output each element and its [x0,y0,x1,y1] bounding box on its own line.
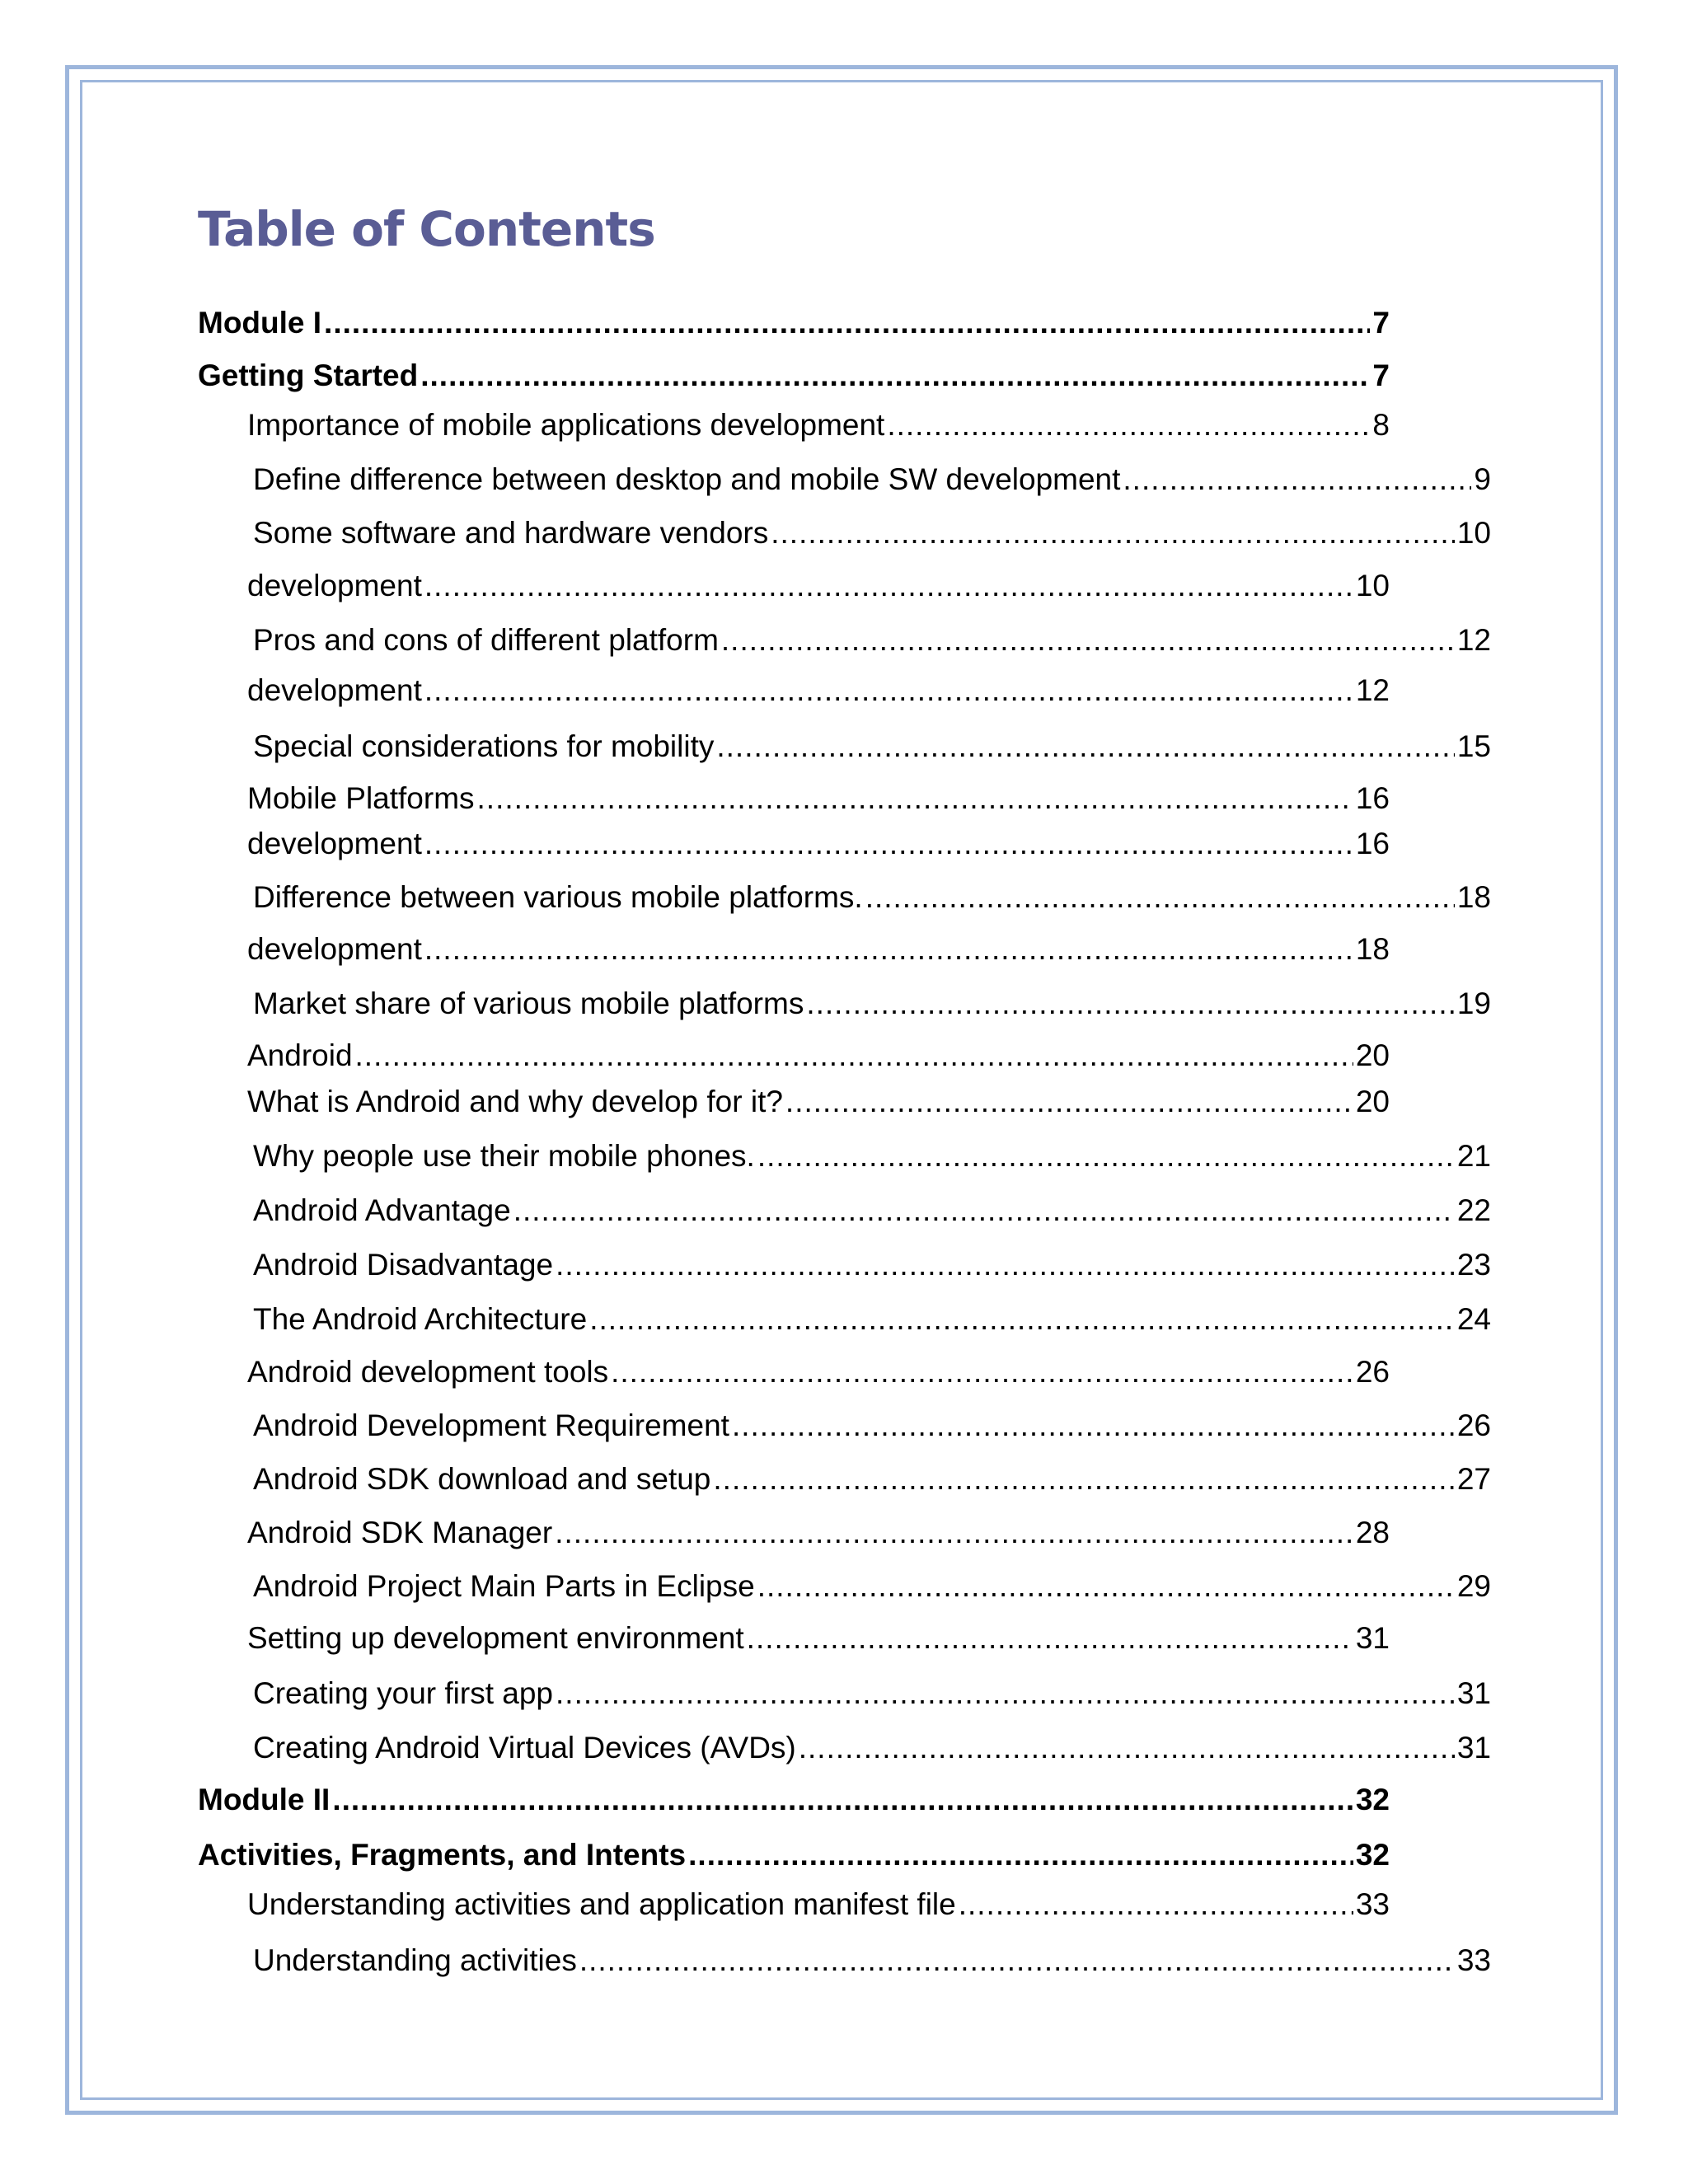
toc-entry-label: Getting Started [198,359,419,392]
toc-entry-label: Pros and cons of different platform [253,623,719,657]
toc-leader [420,360,1370,391]
toc-leader [424,934,1353,964]
toc-leader [424,828,1353,859]
toc-entry-label: What is Android and why develop for it? [247,1085,783,1118]
toc-leader [771,518,1455,548]
toc-entry-label: Android SDK Manager [247,1516,553,1549]
toc-entry-label: development [247,569,422,602]
toc-leader [721,625,1455,655]
toc-entry[interactable] [253,882,1491,912]
toc-page-number: 26 [1355,1355,1390,1389]
toc-page-number: 33 [1355,1887,1390,1921]
toc-page-number: 28 [1355,1516,1390,1549]
toc-entry-label: Market share of various mobile platforms [253,987,804,1020]
toc-entry[interactable] [247,1357,1390,1387]
toc-entry[interactable] [247,410,1390,440]
toc-entry[interactable] [253,518,1491,548]
toc-page-number: 22 [1456,1193,1491,1227]
toc-leader [887,410,1370,440]
toc-entry[interactable] [253,464,1491,494]
toc-leader [611,1357,1353,1387]
toc-entry[interactable] [247,934,1390,964]
toc-entry[interactable] [247,783,1390,813]
toc-entry[interactable] [253,988,1491,1019]
toc-entry-label: Importance of mobile applications development [247,408,885,442]
toc-entry-label: Creating Android Virtual Devices (AVDs) [253,1731,796,1765]
toc-page-number: 10 [1456,516,1491,550]
toc-page-number: 24 [1456,1302,1491,1336]
toc-leader [716,731,1454,762]
toc-leader [732,1410,1455,1441]
toc-entry[interactable] [253,1732,1491,1763]
toc-entry[interactable] [247,828,1390,859]
toc-entry[interactable] [247,570,1390,601]
toc-leader [713,1464,1454,1494]
toc-entry-label: Understanding activities and application manifest file [247,1887,956,1921]
toc-entry[interactable] [247,1623,1390,1653]
toc-entry-label: Some software and hardware vendors [253,516,769,550]
toc-page-number: 18 [1355,932,1390,966]
toc-leader [806,988,1455,1019]
toc-page-number: 31 [1456,1676,1491,1710]
toc-page-number: 20 [1355,1038,1390,1072]
toc-entry-label: Android SDK download and setup [253,1462,711,1496]
toc-leader [799,1732,1455,1763]
toc-page-number: 8 [1372,408,1390,442]
toc-page-number: 29 [1456,1569,1491,1603]
toc-entry-label: development [247,827,422,860]
toc-entry-label: development [247,673,422,707]
toc-page-number: 32 [1355,1783,1390,1816]
toc-entry[interactable] [198,307,1390,338]
toc-entry-label: Module II [198,1783,331,1816]
toc-page-number: 9 [1474,462,1491,496]
toc-entry-label: Android [247,1038,353,1072]
toc-page-number: 20 [1355,1085,1390,1118]
toc-page-number: 26 [1456,1408,1491,1442]
toc-leader [556,1678,1455,1708]
toc-entry[interactable] [253,1141,1491,1171]
toc-entry-label: Android Advantage [253,1193,511,1227]
toc-leader [513,1195,1455,1226]
toc-entry-label: Creating your first app [253,1676,554,1710]
toc-leader [785,1086,1353,1117]
toc-entry-label: Module I [198,306,322,340]
toc-entry[interactable] [253,1571,1491,1601]
toc-entry-label: development [247,932,422,966]
toc-entry[interactable] [253,1464,1491,1494]
toc-leader [555,1517,1353,1548]
toc-page-number: 31 [1456,1731,1491,1765]
toc-leader [757,1571,1455,1601]
toc-entry-label: The Android Architecture [253,1302,588,1336]
toc-leader [959,1889,1353,1919]
toc-leader [477,783,1353,813]
toc-leader [747,1623,1353,1653]
toc-entry[interactable] [198,1784,1390,1815]
toc-entry-label: Activities, Fragments, and Intents [198,1838,687,1872]
toc-entry-label: Understanding activities [253,1943,577,1977]
toc-page-number: 32 [1355,1838,1390,1872]
toc-page-number: 23 [1456,1248,1491,1282]
toc-entry[interactable] [247,675,1390,705]
toc-entry[interactable] [253,1410,1491,1441]
toc-entry-label: Difference between various mobile platforms. [253,880,863,914]
toc-entry[interactable] [253,731,1491,762]
toc-leader [589,1304,1455,1334]
toc-entry[interactable] [253,625,1491,655]
toc-entry-label: Why people use their mobile phones. [253,1139,755,1173]
toc-leader [579,1945,1455,1975]
toc-leader [757,1141,1455,1171]
toc-page-number: 21 [1456,1139,1491,1173]
toc-leader [424,675,1353,705]
toc-page-number: 15 [1456,729,1491,763]
toc-page-number: 12 [1456,623,1491,657]
toc-entry[interactable] [247,1040,1390,1071]
toc-leader [1123,464,1471,494]
toc-entry-label: Android Disadvantage [253,1248,554,1282]
toc-leader [424,570,1353,601]
toc-entry-label: Setting up development environment [247,1621,744,1655]
toc-page-number: 27 [1456,1462,1491,1496]
toc-page-number: 7 [1372,306,1390,340]
toc-entry[interactable] [253,1678,1491,1708]
toc-leader [688,1840,1353,1870]
toc-entry[interactable] [247,1086,1390,1117]
toc-page-number: 18 [1456,880,1491,914]
toc-entry-label: Define difference between desktop and mobile SW development [253,462,1121,496]
toc-entry[interactable] [198,1840,1390,1870]
toc-page-number: 12 [1355,673,1390,707]
toc-leader [355,1040,1353,1071]
toc-page-number: 7 [1372,359,1390,392]
toc-entry-label: Android Development Requirement [253,1408,729,1442]
toc-page-number: 31 [1355,1621,1390,1655]
toc-page-number: 33 [1456,1943,1491,1977]
toc-entry-label: Android Project Main Parts in Eclipse [253,1569,755,1603]
toc-entry-label: Android development tools [247,1355,609,1389]
toc-entry[interactable] [253,1195,1491,1226]
page-title: Table of Contents [198,201,655,257]
toc-page-number: 16 [1355,781,1390,815]
toc-leader [324,307,1370,338]
toc-entry-label: Mobile Platforms [247,781,475,815]
toc-page-number: 16 [1355,827,1390,860]
toc-entry[interactable] [253,1249,1491,1280]
toc-page-number: 19 [1456,987,1491,1020]
toc-page-number: 10 [1355,569,1390,602]
toc-entry[interactable] [253,1304,1491,1334]
toc-leader [332,1784,1353,1815]
toc-leader [556,1249,1455,1280]
toc-entry[interactable] [198,360,1390,391]
toc-entry[interactable] [247,1517,1390,1548]
toc-entry-label: Special considerations for mobility [253,729,715,763]
toc-leader [865,882,1455,912]
toc-entry[interactable] [253,1945,1491,1975]
toc-entry[interactable] [247,1889,1390,1919]
